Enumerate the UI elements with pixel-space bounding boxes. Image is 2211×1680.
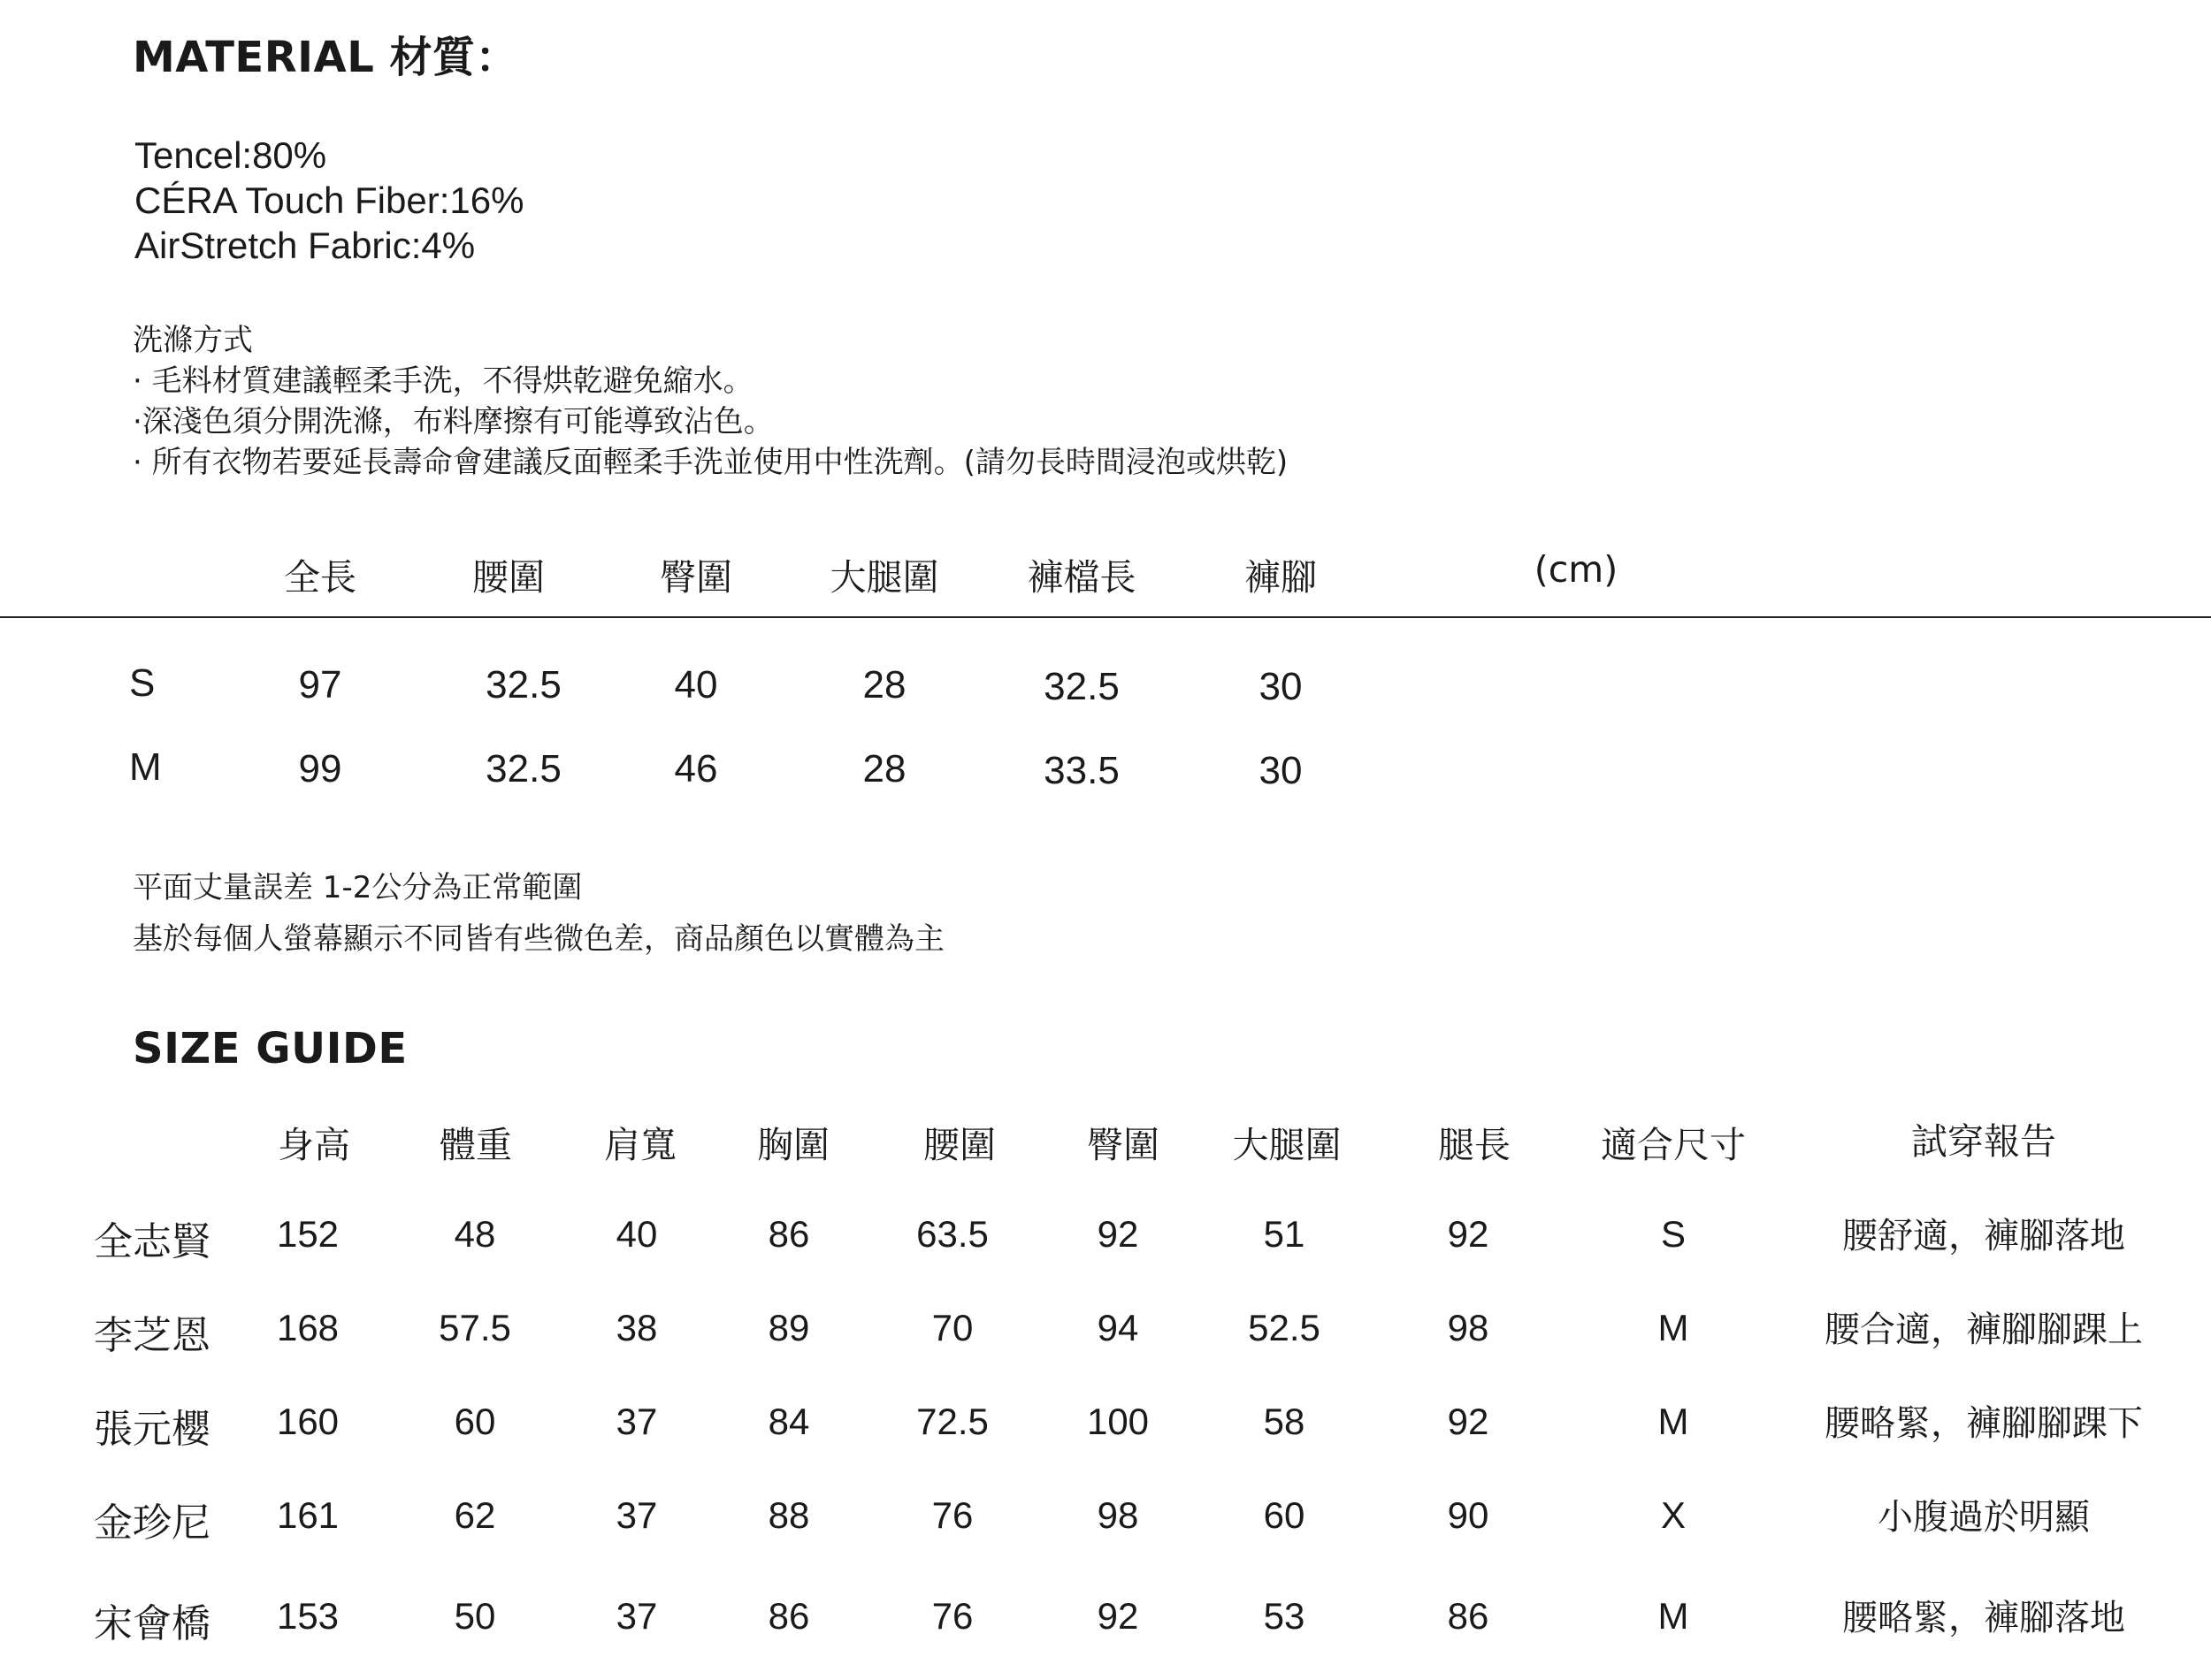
note-line: 平面丈量誤差 1-2公分為正常範圍 xyxy=(133,870,583,905)
guide-cell: 37 xyxy=(616,1401,658,1442)
guide-cell: 100 xyxy=(1086,1401,1150,1442)
material-line: Tencel:80% xyxy=(134,134,327,176)
washing-section xyxy=(133,320,1288,483)
size-guide-heading: SIZE GUIDE xyxy=(133,1024,408,1073)
size-cell: 99 xyxy=(298,747,342,790)
size-header: 腰圍 xyxy=(472,556,545,599)
size-cell: 97 xyxy=(298,663,342,706)
guide-person-name: 金珍尼 xyxy=(94,1501,210,1546)
size-header: 褲檔長 xyxy=(1027,556,1136,599)
guide-cell: S xyxy=(1660,1213,1687,1255)
guide-cell: 40 xyxy=(616,1213,658,1255)
note-line: 基於每個人螢幕顯示不同皆有些微色差，商品顏色以實體為主 xyxy=(133,921,945,957)
washing-item: · 所有衣物若要延長壽命會建議反面輕柔手洗並使用中性洗劑。(請勿長時間浸泡或烘乾) xyxy=(133,445,1289,480)
size-cell: 40 xyxy=(674,663,718,706)
guide-cell: 53 xyxy=(1263,1595,1305,1637)
guide-person-name: 全志賢 xyxy=(94,1219,210,1264)
size-header: 臀圍 xyxy=(660,556,732,599)
guide-report: 腰舒適，褲腳落地 xyxy=(1842,1216,2125,1256)
guide-cell: 98 xyxy=(1447,1307,1489,1348)
guide-header: 試穿報告 xyxy=(1911,1120,2056,1163)
guide-cell: 76 xyxy=(931,1595,974,1637)
guide-cell: 84 xyxy=(768,1401,810,1442)
guide-cell: 168 xyxy=(276,1307,340,1348)
guide-cell: 48 xyxy=(454,1213,496,1255)
guide-cell: 153 xyxy=(276,1595,340,1637)
guide-report: 腰略緊，褲腳落地 xyxy=(1842,1598,2125,1638)
guide-cell: 92 xyxy=(1097,1595,1139,1637)
guide-cell: 92 xyxy=(1447,1401,1489,1442)
guide-cell: 94 xyxy=(1097,1307,1139,1348)
guide-cell: 52.5 xyxy=(1248,1307,1320,1348)
guide-header: 胸圍 xyxy=(757,1124,830,1166)
guide-report: 小腹過於明顯 xyxy=(1878,1497,2090,1538)
size-cell: 28 xyxy=(862,663,907,706)
guide-cell: 161 xyxy=(276,1494,340,1536)
guide-cell: 86 xyxy=(1447,1595,1489,1637)
size-cell: 32.5 xyxy=(486,747,562,790)
guide-cell: X xyxy=(1660,1494,1687,1536)
washing-title: 洗滌方式 xyxy=(133,323,253,358)
guide-cell: 70 xyxy=(931,1307,974,1348)
guide-report: 腰合適，褲腳腳踝上 xyxy=(1825,1310,2143,1350)
guide-cell: 76 xyxy=(931,1494,974,1536)
size-cell: 30 xyxy=(1259,749,1303,792)
guide-header: 大腿圍 xyxy=(1232,1124,1342,1166)
guide-header: 肩寬 xyxy=(604,1124,677,1166)
size-cell: 28 xyxy=(862,747,907,790)
guide-cell: 90 xyxy=(1447,1494,1489,1536)
guide-cell: 57.5 xyxy=(439,1307,511,1348)
guide-person-name: 張元櫻 xyxy=(94,1407,210,1452)
guide-header: 腰圍 xyxy=(923,1124,996,1166)
guide-cell: 37 xyxy=(616,1595,658,1637)
guide-cell: M xyxy=(1657,1401,1689,1442)
guide-cell: 60 xyxy=(454,1401,496,1442)
guide-cell: 152 xyxy=(276,1213,340,1255)
guide-cell: 58 xyxy=(1263,1401,1305,1442)
guide-cell: 86 xyxy=(768,1213,810,1255)
material-line: CÉRA Touch Fiber:16% xyxy=(134,179,524,221)
guide-cell: 50 xyxy=(454,1595,496,1637)
guide-person-name: 李芝恩 xyxy=(94,1313,210,1358)
guide-cell: M xyxy=(1657,1307,1689,1348)
guide-cell: 92 xyxy=(1447,1213,1489,1255)
guide-cell: 88 xyxy=(768,1494,810,1536)
guide-cell: 60 xyxy=(1263,1494,1305,1536)
size-label: S xyxy=(129,661,156,705)
notes xyxy=(133,862,945,965)
size-header: 褲腳 xyxy=(1244,556,1317,599)
guide-cell: 92 xyxy=(1097,1213,1139,1255)
guide-cell: 98 xyxy=(1097,1494,1139,1536)
guide-person-name: 宋會橋 xyxy=(94,1601,210,1646)
material-line: AirStretch Fabric:4% xyxy=(134,225,476,266)
material-heading: MATERIAL 材質： xyxy=(133,33,518,82)
size-cell: 30 xyxy=(1259,665,1303,708)
divider xyxy=(0,616,2211,618)
guide-cell: 160 xyxy=(276,1401,340,1442)
size-header: 全長 xyxy=(284,556,356,599)
size-cell: 33.5 xyxy=(1044,749,1120,792)
size-header: 大腿圍 xyxy=(830,556,939,599)
guide-header: 身高 xyxy=(278,1124,350,1166)
guide-header: 腿長 xyxy=(1438,1124,1511,1166)
guide-cell: 86 xyxy=(768,1595,810,1637)
guide-header: 臀圍 xyxy=(1087,1124,1159,1166)
guide-cell: 51 xyxy=(1263,1213,1305,1255)
unit-label: (cm) xyxy=(1534,548,1618,591)
guide-cell: M xyxy=(1657,1595,1689,1637)
material-list xyxy=(134,133,524,268)
guide-cell: 63.5 xyxy=(916,1213,989,1255)
guide-cell: 37 xyxy=(616,1494,658,1536)
size-cell: 46 xyxy=(674,747,718,790)
guide-header: 體重 xyxy=(440,1124,512,1166)
size-label: M xyxy=(129,745,162,789)
guide-header: 適合尺寸 xyxy=(1601,1124,1746,1166)
guide-cell: 62 xyxy=(454,1494,496,1536)
washing-item: ·深淺色須分開洗滌，布料摩擦有可能導致沾色。 xyxy=(133,404,774,439)
washing-item: · 毛料材質建議輕柔手洗，不得烘乾避免縮水。 xyxy=(133,363,754,399)
size-cell: 32.5 xyxy=(1044,665,1120,708)
guide-cell: 72.5 xyxy=(916,1401,989,1442)
guide-cell: 38 xyxy=(616,1307,658,1348)
guide-report: 腰略緊，褲腳腳踝下 xyxy=(1825,1403,2143,1444)
size-cell: 32.5 xyxy=(486,663,562,706)
guide-cell: 89 xyxy=(768,1307,810,1348)
